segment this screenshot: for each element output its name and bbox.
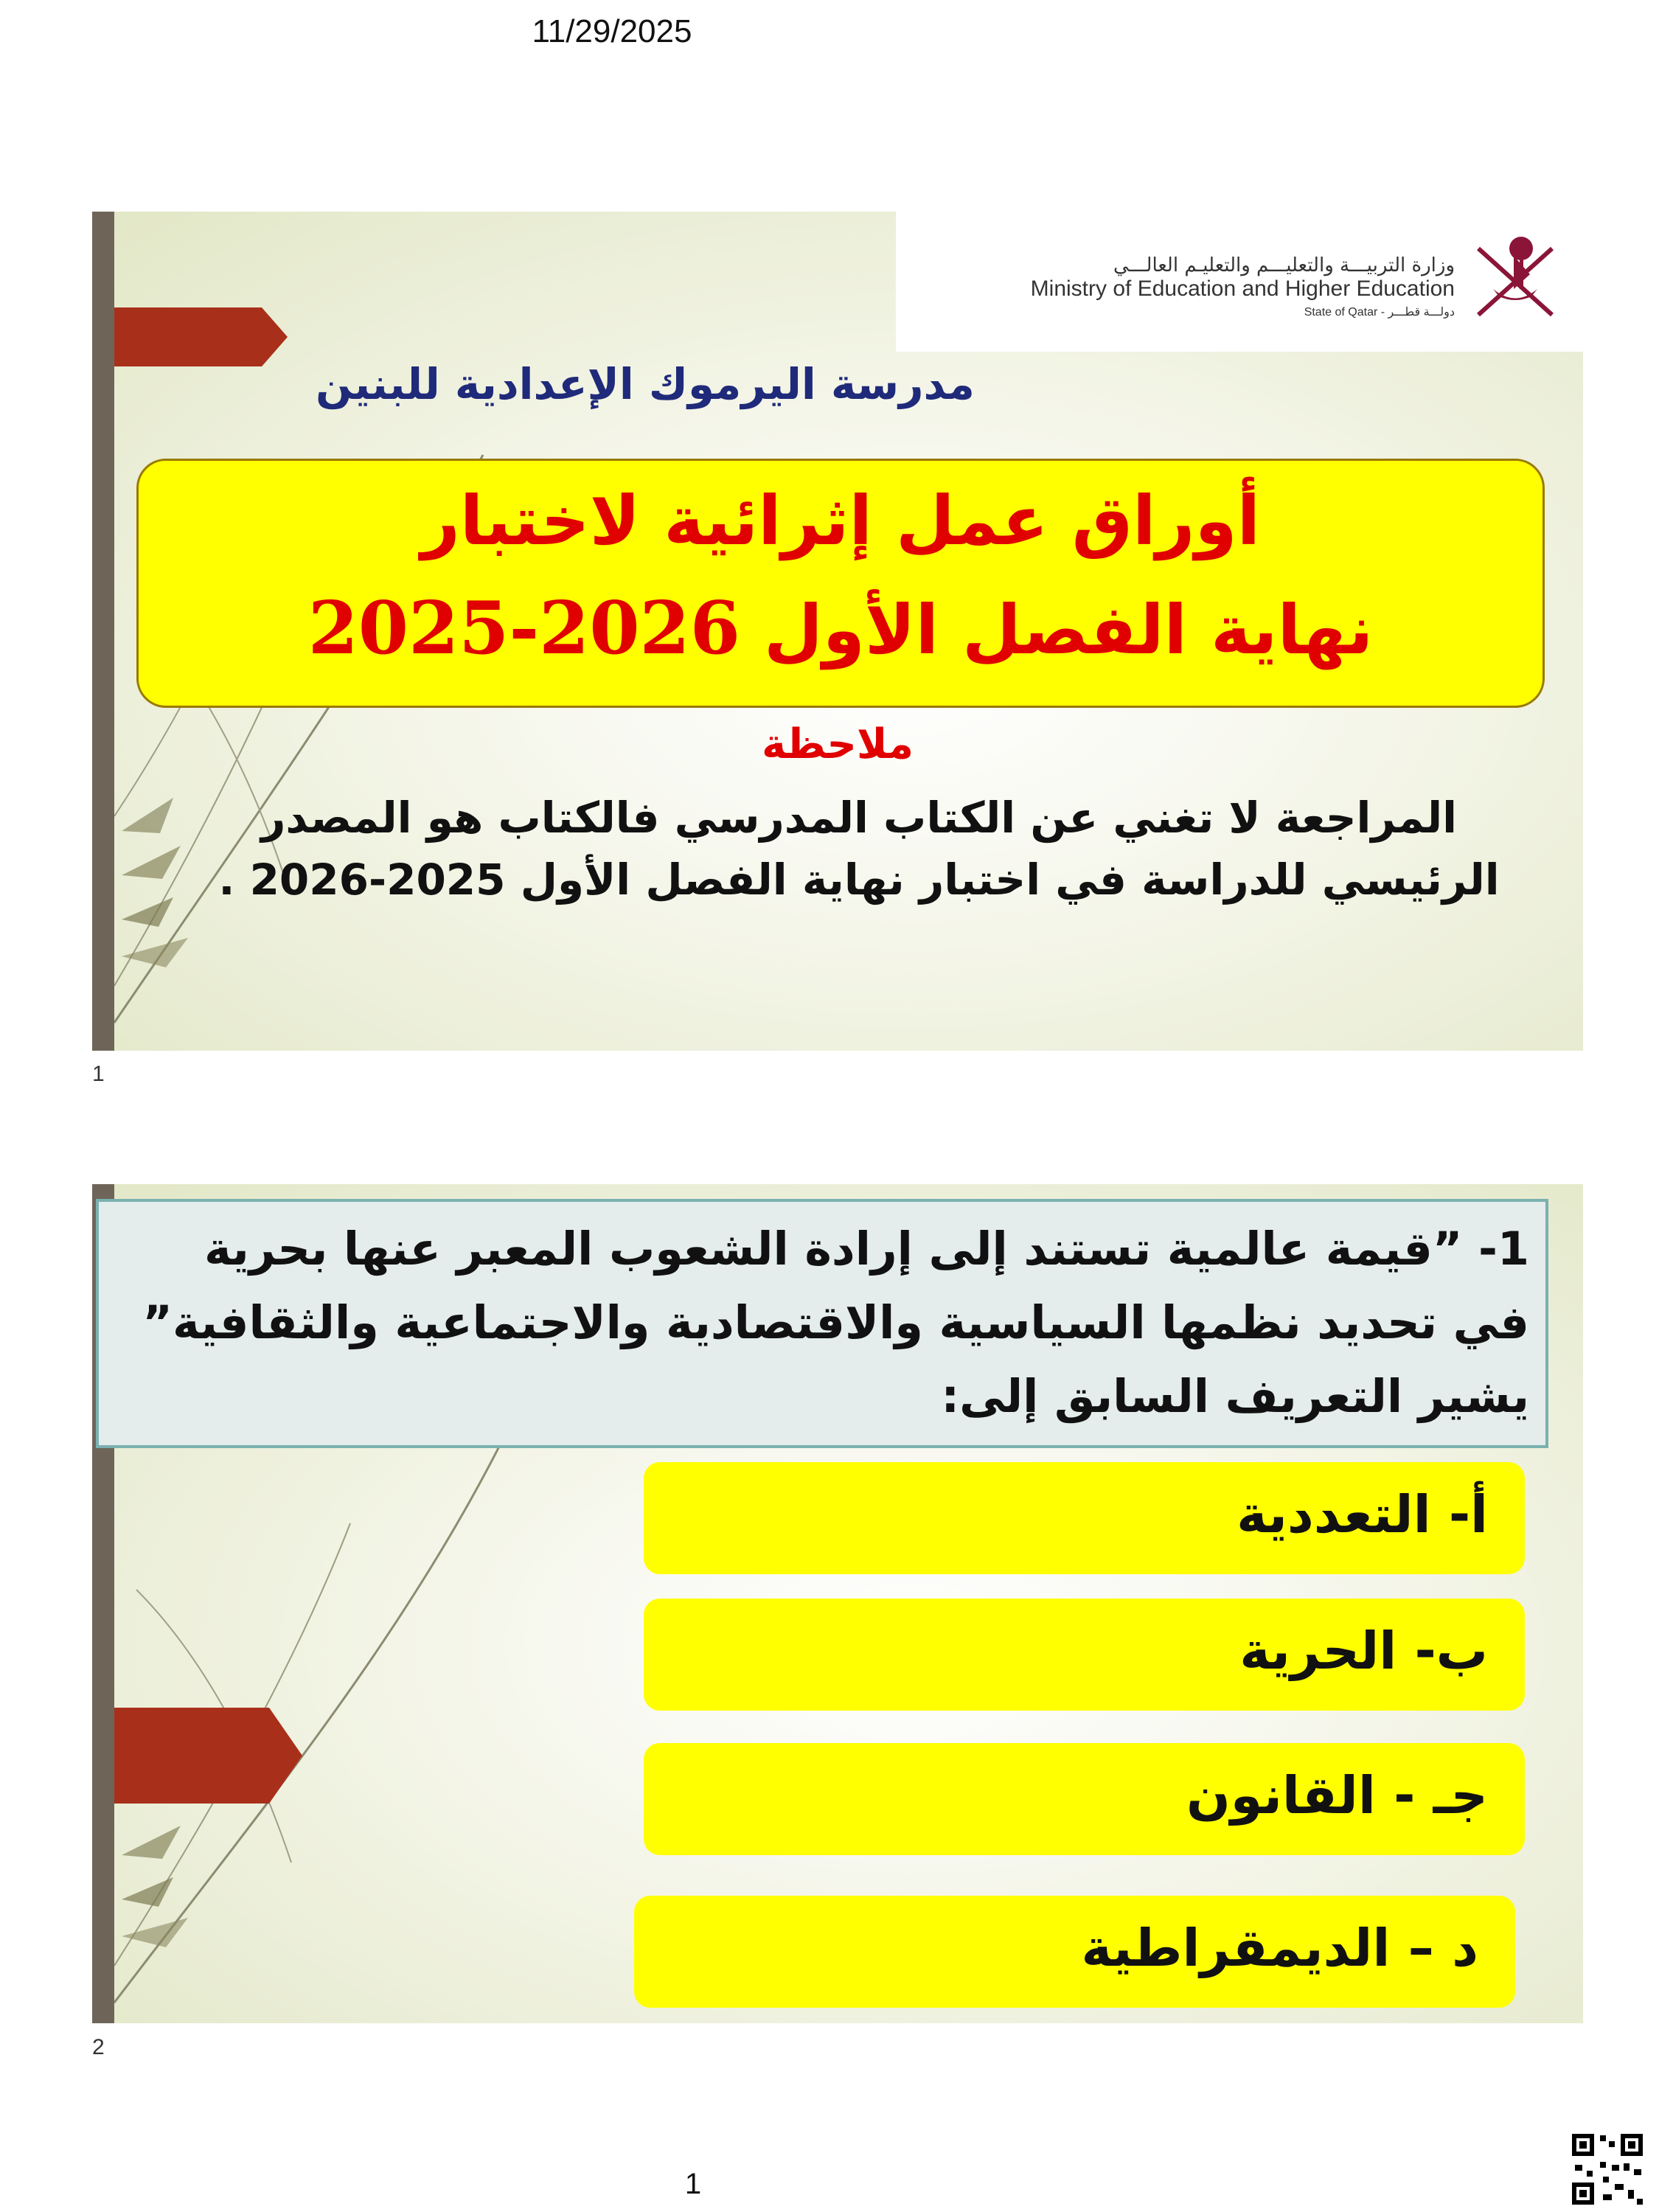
red-arrow-tab: [92, 307, 291, 366]
ministry-name-arabic: وزارة التربيـــة والتعليـــم والتعليـم العالـــي: [1113, 254, 1455, 276]
title-box: [136, 459, 1545, 708]
title-line-1: أوراق عمل إثرائية لاختبار: [420, 481, 1261, 560]
ministry-state: State of Qatar - دولـــة قطـــر: [1304, 306, 1455, 319]
school-name: مدرسة اليرموك الإعدادية للبنين: [316, 359, 975, 409]
option-d-label: د – الديمقراطية: [1081, 1918, 1478, 1978]
print-date: 11/29/2025: [532, 13, 692, 49]
red-arrow-tab: [92, 1708, 306, 1804]
qatar-emblem-icon: [1464, 226, 1567, 330]
slide-1: [92, 212, 1583, 1051]
qr-code-icon: [1569, 2131, 1646, 2208]
ministry-name-english: Ministry of Education and Higher Education: [1030, 276, 1455, 301]
option-c[interactable]: [644, 1743, 1525, 1855]
option-c-label: جـ - القانون: [1186, 1765, 1488, 1826]
title-term: نهاية الفصل الأول: [763, 591, 1374, 669]
slide-number-1: 1: [92, 1062, 105, 1086]
question-box: [96, 1199, 1548, 1448]
note-text: المراجعة لا تغني عن الكتاب المدرسي فالكتاب هو المصدر الرئيسي للدراسة في اختبار نهاية الفصل الأول 2025-2026 .: [218, 793, 1500, 905]
option-d[interactable]: [634, 1896, 1515, 2008]
option-a[interactable]: [644, 1462, 1525, 1574]
title-line-2: [139, 586, 1543, 671]
page-number: 1: [684, 2168, 702, 2200]
question-text: 1- ”قيمة عالمية تستند إلى إرادة الشعوب المعبر عنها بحرية في تحديد نظمها السياسية والاقتصادية والاجتماعية والثقافية” يشير التعريف السابق إلى:: [142, 1222, 1529, 1423]
option-b-label: ب- الحرية: [1239, 1621, 1488, 1681]
note-label: ملاحظة: [761, 720, 914, 768]
ministry-logo-header: [896, 212, 1583, 352]
option-a-label: أ- التعددية: [1237, 1484, 1488, 1545]
slide-number-2: 2: [92, 2035, 105, 2059]
title-year: 2025-2026: [307, 586, 740, 671]
slide-2: [92, 1184, 1583, 2023]
option-b[interactable]: [644, 1599, 1525, 1711]
